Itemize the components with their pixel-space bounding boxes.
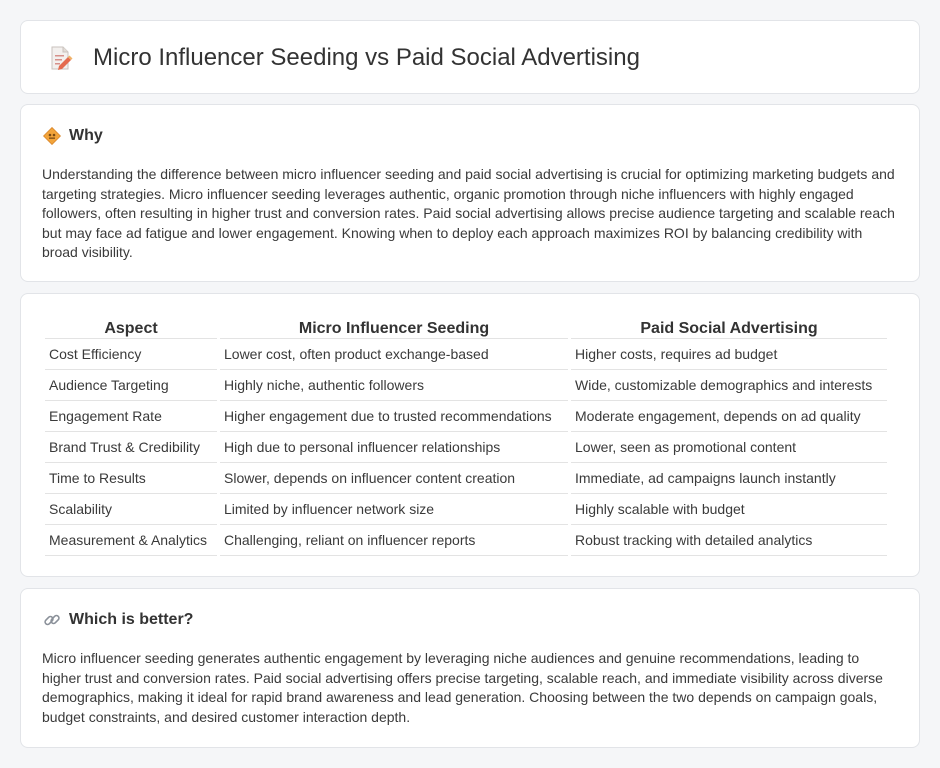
comparison-card [20, 293, 920, 577]
header-paid-social: Paid Social Advertising [571, 315, 887, 339]
cell-aspect: Cost Efficiency [45, 339, 217, 370]
cell-aspect: Measurement & Analytics [45, 525, 217, 556]
cell-micro: Highly niche, authentic followers [220, 370, 568, 401]
cell-paid: Wide, customizable demographics and interests [571, 370, 887, 401]
table-row [45, 525, 887, 556]
cell-aspect: Audience Targeting [45, 370, 217, 401]
table-row [45, 463, 887, 494]
cell-micro: Lower cost, often product exchange-based [220, 339, 568, 370]
table-row [45, 370, 887, 401]
cell-paid: Higher costs, requires ad budget [571, 339, 887, 370]
link-icon [43, 611, 61, 629]
which-better-card [20, 588, 920, 748]
why-body: Understanding the difference between micro influencer seeding and paid social advertising is crucial for optimizing marketing budgets and targeting strategies. Micro influencer seeding leverages authentic, organic promotion through niche influencers with highly engaged followers, often resulting in higher trust and conversion rates. Paid social advertising allows precise audience targeting and scalable reach but may face ad fatigue and lower engagement. Knowing when to deploy each approach maximizes ROI by balancing credibility with broad visibility. [42, 166, 895, 260]
title-row [47, 21, 640, 95]
table-row [45, 339, 887, 370]
cell-micro: Challenging, reliant on influencer reports [220, 525, 568, 556]
table-row [45, 401, 887, 432]
header-aspect: Aspect [45, 315, 217, 339]
cell-paid: Robust tracking with detailed analytics [571, 525, 887, 556]
header-card [20, 20, 920, 94]
header-micro-influencer: Micro Influencer Seeding [220, 315, 568, 339]
table-header-row [45, 315, 887, 339]
table-row [45, 494, 887, 525]
page-title: Micro Influencer Seeding vs Paid Social Advertising [93, 44, 640, 71]
cell-aspect: Scalability [45, 494, 217, 525]
document-pencil-icon [47, 45, 73, 71]
why-card [20, 104, 920, 282]
cell-paid: Immediate, ad campaigns launch instantly [571, 463, 887, 494]
cell-paid: Moderate engagement, depends on ad quality [571, 401, 887, 432]
better-body: Micro influencer seeding generates authentic engagement by leveraging niche audiences and genuine recommendations, leading to higher trust and conversion rates. Paid social advertising offers precise targeting, scalable reach, and immediate visibility across diverse demographics, making it ideal for rapid brand awareness and lead generation. Choosing between the two depends on campaign goals, budget constraints, and desired customer interaction depth. [42, 650, 883, 725]
why-title: Why [69, 127, 103, 144]
cell-micro: Slower, depends on influencer content creation [220, 463, 568, 494]
cell-micro: High due to personal influencer relationships [220, 432, 568, 463]
cell-aspect: Time to Results [45, 463, 217, 494]
cell-micro: Higher engagement due to trusted recommendations [220, 401, 568, 432]
cell-aspect: Brand Trust & Credibility [45, 432, 217, 463]
better-heading [43, 611, 193, 629]
comparison-table [42, 315, 890, 556]
cell-aspect: Engagement Rate [45, 401, 217, 432]
cell-micro: Limited by influencer network size [220, 494, 568, 525]
table-row [45, 432, 887, 463]
better-title: Which is better? [69, 611, 194, 628]
cell-paid: Highly scalable with budget [571, 494, 887, 525]
diamond-sign-icon [43, 127, 61, 145]
why-heading [43, 127, 103, 145]
cell-paid: Lower, seen as promotional content [571, 432, 887, 463]
